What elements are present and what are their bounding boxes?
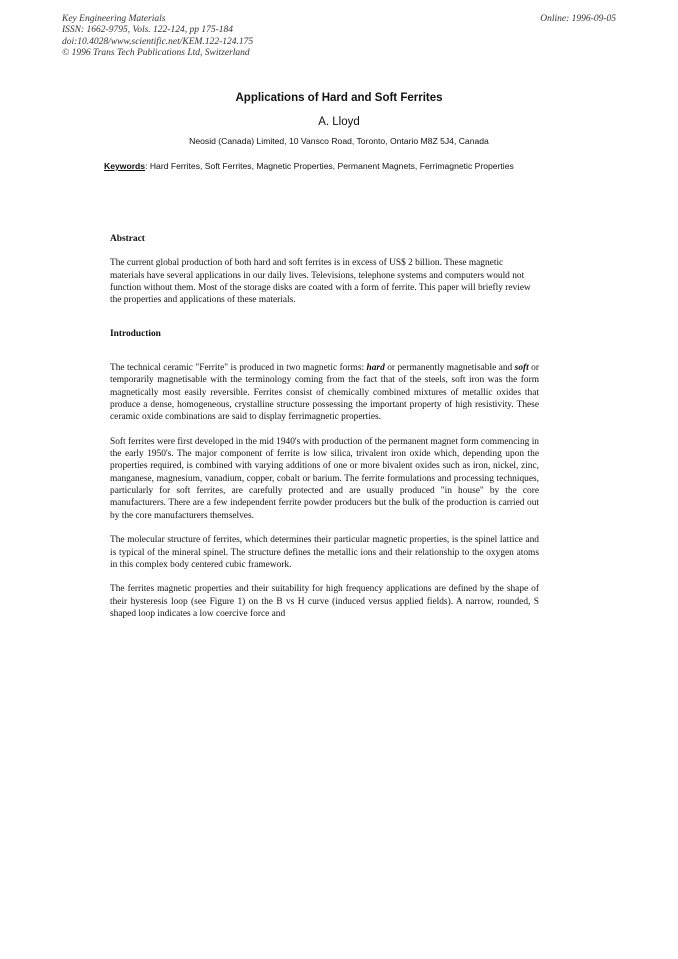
introduction-heading: Introduction [110, 328, 161, 339]
keywords-label: Keywords [104, 161, 146, 171]
term-soft: soft [514, 363, 529, 374]
paper-body [110, 233, 539, 633]
paper-title: Applications of Hard and Soft Ferrites [235, 92, 443, 104]
abstract-text: The current global production of both hard and soft ferrites is in excess of US$ 2 billion. These magnetic materials have several applications in our daily lives. Televisions, telephone systems and computers would not function without them. Most of the storage disks are coated with a form of ferrite. This paper will briefly review the properties and applications of these materials. [110, 258, 531, 306]
issn-line: ISSN: 1662-9795, Vols. 122-124, pp 175-184 [62, 25, 233, 36]
keywords-list: : Hard Ferrites, Soft Ferrites, Magnetic Properties, Permanent Magnets, Ferrimagnetic Properties [145, 161, 514, 171]
term-hard: hard [366, 363, 385, 374]
intro-paragraph-4: The ferrites magnetic properties and their suitability for high frequency applications are defined by the shape of their hysteresis loop (see Figure 1) on the B vs H curve (induced versus applied fields). A narrow, rounded, S shaped loop indicates a low coercive force and [110, 584, 539, 620]
journal-header [62, 14, 616, 59]
doi-line[interactable]: doi:10.4028/www.scientific.net/KEM.122-124.175 [62, 36, 254, 47]
author-name: A. Lloyd [318, 116, 360, 128]
copyright-line: © 1996 Trans Tech Publications Ltd, Switzerland [62, 47, 250, 58]
abstract-heading: Abstract [110, 234, 145, 244]
author-affiliation: Neosid (Canada) Limited, 10 Vansco Road, Toronto, Ontario M8Z 5J4, Canada [189, 136, 489, 146]
intro-paragraph-1: The technical ceramic "Ferrite" is produced in two magnetic forms: hard or permanently magnetisable and soft or temporarily magnetisable with the terminology coming from the fact that of the steels, soft iron was the form magnetically most easily reversible. Ferrites consist of chemically combined mixtures of metallic oxides that produce a dense, homogeneous, crystalline structure possessing the important property of high resistivity. These ceramic oxide combinations are said to display ferrimagnetic properties. [110, 363, 539, 423]
intro-paragraph-2: Soft ferrites were first developed in the mid 1940's with production of the permanent magnet form commencing in the early 1950's. The major component of ferrite is low silica, trivalent iron oxide which, depending upon the properties required, is combined with varying additions of one or more bivalent oxides such as iron, nickel, zinc, manganese, magnesium, vanadium, copper, cobalt or barium. The ferrite formulations and processing techniques, particularly for soft ferrites, are carefully protected and are usually produced "in house" by the core manufacturers. There are a few independent ferrite powder producers but the bulk of the production is carried out by the core manufacturers themselves. [110, 436, 539, 521]
keywords-section [104, 160, 574, 172]
online-date: Online: 1996-09-05 [540, 14, 616, 24]
intro-paragraph-3: The molecular structure of ferrites, which determines their particular magnetic properties, is the spinel lattice and is typical of the mineral spinel. The structure defines the metallic ions and their relationship to the oxygen atoms in this complex body centered cubic framework. [110, 535, 539, 570]
journal-name: Key Engineering Materials [62, 14, 166, 24]
